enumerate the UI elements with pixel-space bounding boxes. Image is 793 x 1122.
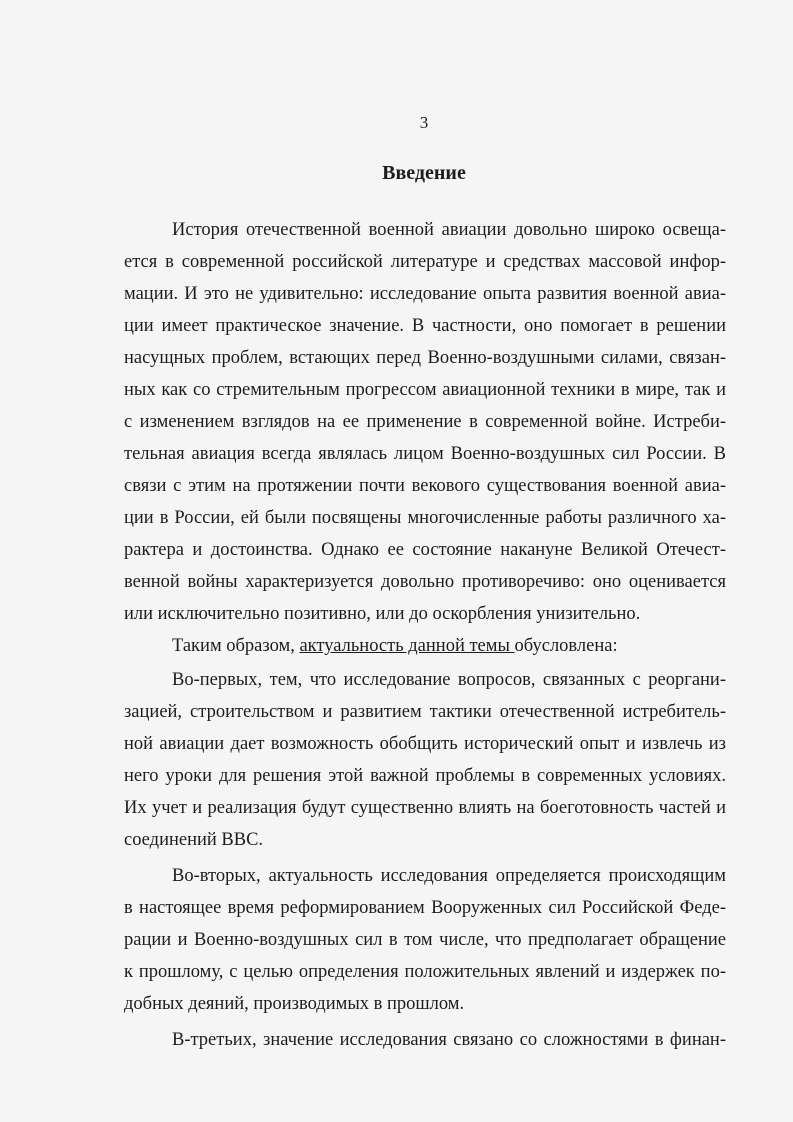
section-title: Введение — [382, 162, 466, 184]
underlined-phrase: актуальность данной темы — [299, 636, 515, 656]
page-number: 3 — [419, 113, 429, 132]
text-line: рации и Военно-воздушных сил в том числе, что предполагает обращение — [124, 930, 726, 950]
text-run: обусловлена: — [514, 636, 618, 656]
text-line: История отечественной военной авиации довольно широко освеща- — [172, 220, 726, 240]
text-line: ции имеет практическое значение. В частности, оно помогает в решении — [124, 316, 726, 336]
paragraph-2 — [172, 634, 726, 658]
text-line: рактера и достоинства. Однако ее состояние накануне Великой Отечест- — [124, 540, 726, 560]
text-line: ется в современной российской литературе и средствах массовой инфор- — [124, 252, 726, 272]
text-line: тельная авиация всегда являлась лицом Военно-воздушных сил России. В — [124, 444, 726, 464]
text-line: Во-вторых, актуальность исследования определяется происходящим — [172, 866, 726, 886]
text-line: ной авиации дает возможность обобщить исторический опыт и извлечь из — [124, 734, 726, 754]
text-line: соединений ВВС. — [124, 830, 264, 850]
text-line: связи с этим на протяжении почти векового существования военной авиа- — [124, 476, 726, 496]
text-line: Их учет и реализация будут существенно влиять на боеготовность частей и — [124, 798, 726, 818]
text-line: ции в России, ей были посвящены многочисленные работы различного ха- — [124, 508, 726, 528]
text-line: венной войны характеризуется довольно противоречиво: оно оценивается — [124, 572, 726, 592]
text-line: в настоящее время реформированием Вооруженных сил Российской Феде- — [124, 898, 726, 918]
text-line: к прошлому, с целью определения положительных явлений и издержек по- — [124, 962, 726, 982]
text-line: с изменением взглядов на ее применение в современной войне. Истреби- — [124, 412, 726, 432]
text-line: В-третьих, значение исследования связано со сложностями в финан- — [172, 1030, 726, 1050]
text-run: Таким образом, — [172, 636, 300, 656]
text-line: ных как со стремительным прогрессом авиационной техники в мире, так и — [124, 380, 726, 400]
text-line: него уроки для решения этой важной проблемы в современных условиях. — [124, 766, 726, 786]
text-line: или исключительно позитивно, или до оскорбления унизительно. — [124, 604, 641, 624]
text-line: насущных проблем, встающих перед Военно-воздушными силами, связан- — [124, 348, 726, 368]
text-line: зацией, строительством и развитием тактики отечественной истребитель- — [124, 702, 726, 722]
text-line: Во-первых, тем, что исследование вопросов, связанных с реоргани- — [172, 670, 726, 690]
text-line: добных деяний, производимых в прошлом. — [124, 994, 465, 1014]
text-line: мации. И это не удивительно: исследование опыта развития военной авиа- — [124, 284, 726, 304]
